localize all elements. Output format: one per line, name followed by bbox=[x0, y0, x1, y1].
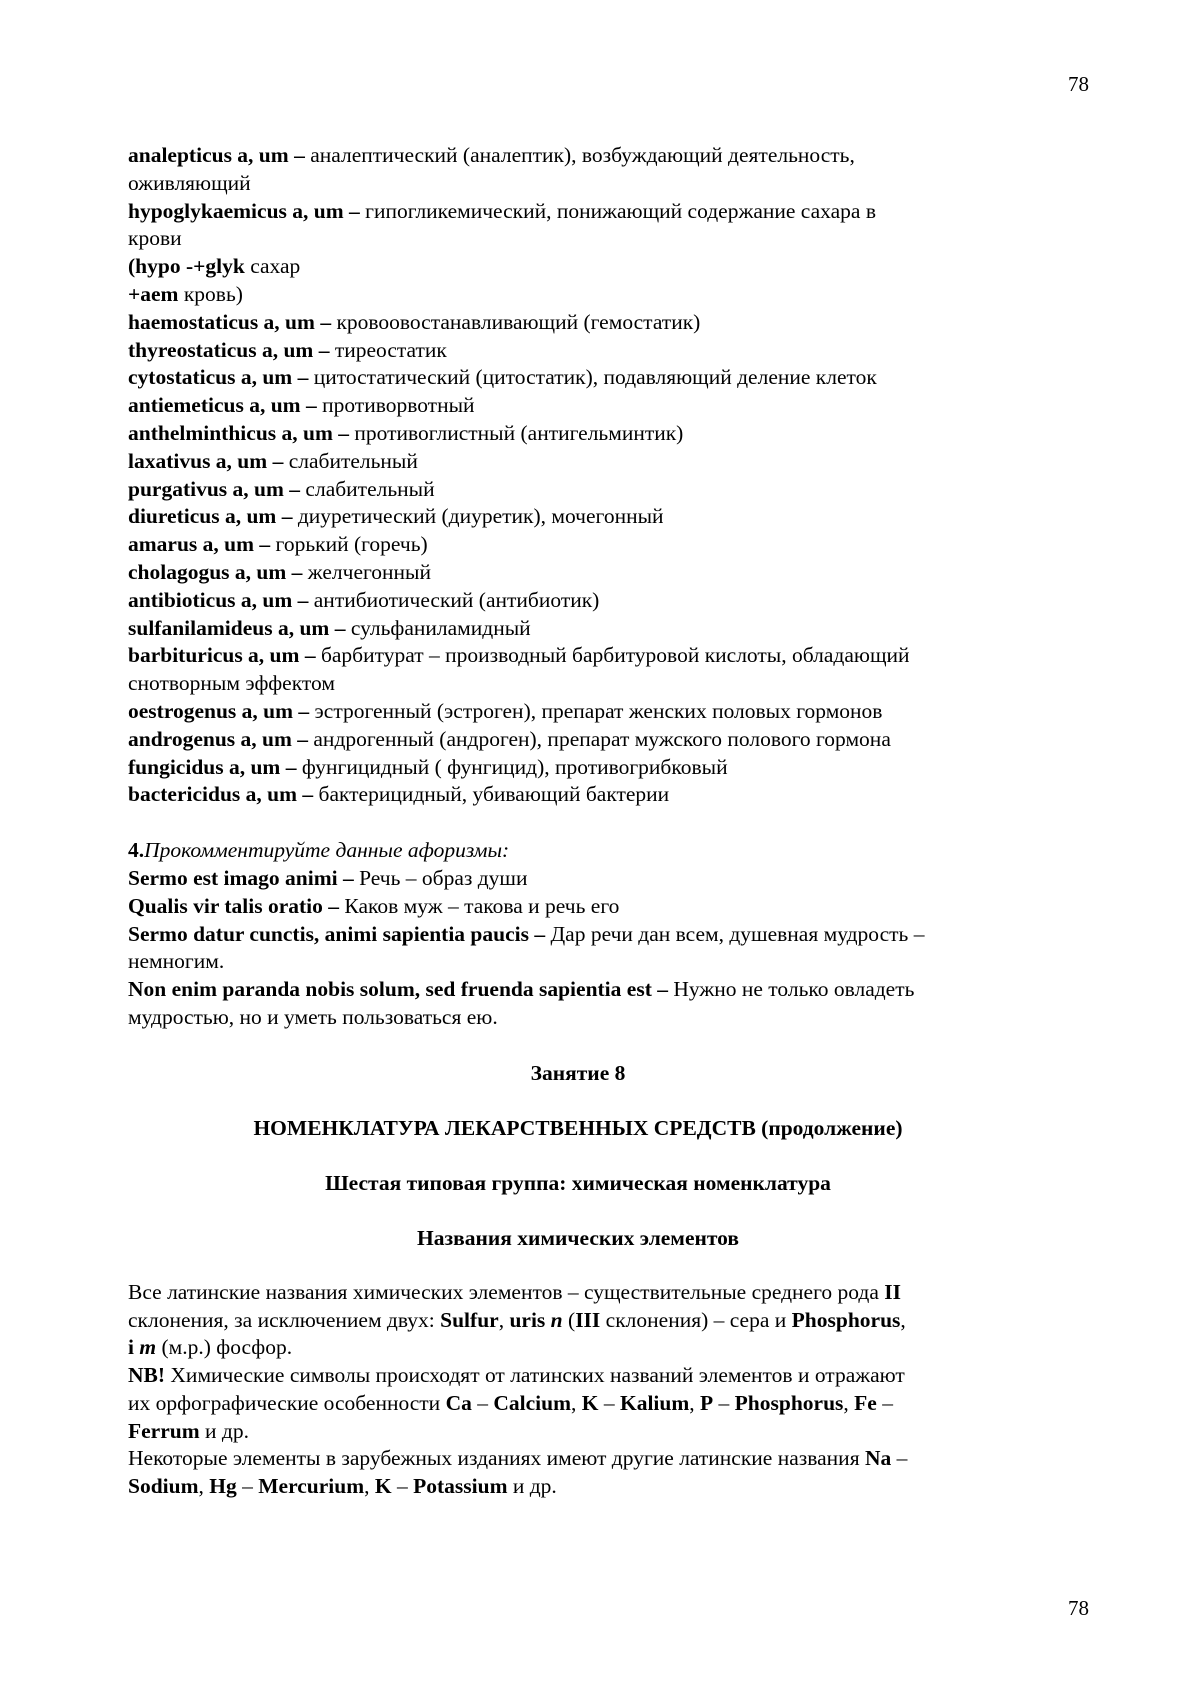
entry-line bbox=[128, 559, 1028, 587]
definition: сульфаниламидный bbox=[350, 615, 531, 640]
latin-term: fungicidus a, um bbox=[128, 754, 281, 779]
latin-term: sulfanilamideus a, um bbox=[128, 615, 330, 640]
definition: гипогликемический, понижающий содержание сахара в bbox=[365, 198, 876, 223]
prefix: + bbox=[128, 281, 141, 306]
separator: – bbox=[292, 365, 314, 390]
entry-line bbox=[128, 392, 1028, 420]
definition-continuation: крови bbox=[128, 226, 182, 251]
latin-term: haemostaticus a, um bbox=[128, 309, 315, 334]
latin-term: glyk bbox=[205, 254, 245, 279]
definition: желчегонный bbox=[307, 559, 431, 584]
page-number-top: 78 bbox=[1068, 72, 1089, 96]
entry-line bbox=[128, 476, 1028, 504]
para1-line1: Все латинские названия химических элементов – существительные среднего рода II bbox=[128, 1279, 901, 1304]
definition-continuation: оживляющий bbox=[128, 170, 251, 195]
definition: барбитурат – производный барбитуровой кислоты, обладающий bbox=[320, 643, 910, 668]
definition: кровь) bbox=[178, 281, 243, 306]
latin-term: hypoglykaemicus a, um bbox=[128, 198, 344, 223]
separator: – bbox=[254, 532, 276, 557]
latin-term: cholagogus a, um bbox=[128, 559, 287, 584]
paragraph-latin-names bbox=[128, 1279, 1028, 1362]
definition: Каков муж – такова и речь его bbox=[344, 893, 620, 918]
definition: Речь – образ души bbox=[359, 865, 528, 890]
latin-term: amarus a, um bbox=[128, 532, 255, 557]
definition: тиреостатик bbox=[334, 337, 447, 362]
separator: – bbox=[288, 143, 311, 167]
para3-line2: Sodium, Hg – Mercurium, K – Potassium и др. bbox=[128, 1474, 557, 1499]
definition: диуретический (диуретик), мочегонный bbox=[297, 504, 664, 529]
definition: противоглистный (антигельминтик) bbox=[354, 420, 684, 445]
entry-line bbox=[128, 337, 1028, 365]
page-number-bottom: 78 bbox=[1068, 1596, 1089, 1620]
continuation-line bbox=[128, 948, 1028, 976]
group-heading: Шестая типовая группа: химическая номенклатура bbox=[325, 1170, 831, 1195]
entry-line bbox=[128, 531, 1028, 559]
separator: – bbox=[297, 782, 319, 807]
latin-term: Sermo datur cunctis, animi sapientia paucis bbox=[128, 921, 529, 946]
separator: – bbox=[299, 643, 321, 668]
definition-continuation: немногим. bbox=[128, 949, 225, 974]
definition: Дар речи дан всем, душевная мудрость – bbox=[550, 921, 925, 946]
aphorisms-heading bbox=[128, 837, 1028, 865]
para1-line3: i m (м.р.) фосфор. bbox=[128, 1335, 293, 1360]
elements-heading: Названия химических элементов bbox=[417, 1225, 739, 1250]
entry-line bbox=[128, 420, 1028, 448]
exercise-instruction: Прокомментируйте данные афоризмы: bbox=[144, 838, 510, 863]
separator: – bbox=[332, 420, 355, 445]
separator: – bbox=[276, 504, 298, 529]
para2-line1: NB! Химические символы происходят от латинских названий элементов и отражают bbox=[128, 1363, 905, 1388]
latin-term: laxativus a, um bbox=[128, 448, 268, 473]
entry-line bbox=[128, 698, 1028, 726]
latin-term: barbituricus a, um bbox=[128, 643, 300, 668]
entry-line bbox=[128, 309, 1028, 337]
entry-line bbox=[128, 921, 1028, 949]
exercise-number: 4. bbox=[128, 838, 145, 863]
definition: аналептический (аналептик), возбуждающий деятельность, bbox=[310, 143, 855, 167]
latin-term: Sermo est imago animi bbox=[128, 865, 338, 890]
entry-line bbox=[128, 754, 1028, 782]
separator: – bbox=[300, 393, 323, 418]
separator: – bbox=[286, 559, 308, 584]
entry-line bbox=[128, 976, 1028, 1004]
latin-term: purgativus a, um bbox=[128, 476, 284, 501]
separator: – bbox=[280, 754, 302, 779]
latin-term: aem bbox=[140, 281, 179, 306]
latin-term: thyreostaticus a, um bbox=[128, 337, 314, 362]
definition-continuation: снотворным эффектом bbox=[128, 671, 335, 696]
nomenclature-heading: НОМЕНКЛАТУРА ЛЕКАРСТВЕННЫХ СРЕДСТВ (продолжение) bbox=[253, 1115, 903, 1140]
separator: – bbox=[293, 698, 315, 723]
entry-line bbox=[128, 781, 1028, 809]
latin-term: androgenus a, um bbox=[128, 726, 292, 751]
separator: – bbox=[528, 921, 551, 946]
definition-continuation: мудростью, но и уметь пользоваться ею. bbox=[128, 1004, 498, 1029]
separator: – bbox=[329, 615, 351, 640]
latin-term: Non enim paranda nobis solum, sed fruenda sapientia est bbox=[128, 977, 652, 1002]
latin-term: hypo bbox=[135, 254, 181, 279]
latin-term: bactericidus a, um bbox=[128, 782, 298, 807]
definition: кровоовостанавливающий (гемостатик) bbox=[336, 309, 701, 334]
para1-line2: склонения, за исключением двух: Sulfur, uris n (III склонения) – сера и Phosphorus, bbox=[128, 1307, 906, 1332]
definition: Нужно не только овладеть bbox=[673, 977, 915, 1002]
definition: эстрогенный (эстроген), препарат женских половых гормонов bbox=[314, 698, 883, 723]
entry-line bbox=[128, 893, 1028, 921]
para2-line2: их орфографические особенности Ca – Calcium, K – Kalium, P – Phosphorus, Fe – bbox=[128, 1390, 893, 1415]
latin-term: anthelminthicus a, um bbox=[128, 420, 333, 445]
entry-line bbox=[128, 253, 1028, 281]
page-content bbox=[128, 142, 1028, 1501]
definition: горький (горечь) bbox=[275, 532, 428, 557]
latin-term: Qualis vir talis oratio bbox=[128, 893, 323, 918]
separator: – bbox=[322, 893, 345, 918]
definition: бактерицидный, убивающий бактерии bbox=[318, 782, 670, 807]
entry-line bbox=[128, 448, 1028, 476]
continuation-line bbox=[128, 670, 1028, 698]
paragraph-foreign-names bbox=[128, 1445, 1028, 1501]
separator: – bbox=[292, 587, 314, 612]
entry-line bbox=[128, 281, 1028, 309]
separator: – bbox=[283, 476, 306, 501]
latin-term: cytostaticus a, um bbox=[128, 365, 293, 390]
definition: сахар bbox=[244, 254, 301, 279]
continuation-line bbox=[128, 170, 1028, 198]
prefix: ( bbox=[128, 254, 136, 279]
entry-line bbox=[128, 364, 1028, 392]
definition: антибиотический (антибиотик) bbox=[313, 587, 600, 612]
entry-line bbox=[128, 503, 1028, 531]
latin-term: antiemeticus a, um bbox=[128, 393, 301, 418]
separator: – bbox=[313, 337, 335, 362]
continuation-line bbox=[128, 225, 1028, 253]
definition: фунгицидный ( фунгицид), противогрибковый bbox=[301, 754, 728, 779]
para3-line1: Некоторые элементы в зарубежных изданиях имеют другие латинские названия Na – bbox=[128, 1446, 908, 1471]
para2-line3: Ferrum и др. bbox=[128, 1418, 249, 1443]
latin-term: analepticus a, um bbox=[128, 143, 289, 167]
paragraph-nb bbox=[128, 1362, 1028, 1445]
separator: – bbox=[343, 198, 366, 223]
definition: андрогенный (андроген), препарат мужского полового гормона bbox=[313, 726, 891, 751]
entry-line bbox=[128, 865, 1028, 893]
separator: – bbox=[267, 448, 289, 473]
entry-line bbox=[128, 615, 1028, 643]
entry-line bbox=[128, 198, 1028, 226]
continuation-line bbox=[128, 1004, 1028, 1032]
separator: -+ bbox=[180, 254, 206, 279]
separator: – bbox=[314, 309, 337, 334]
latin-term: antibioticus a, um bbox=[128, 587, 293, 612]
latin-term: oestrogenus a, um bbox=[128, 698, 294, 723]
definition: слабительный bbox=[288, 448, 418, 473]
definition: слабительный bbox=[305, 476, 435, 501]
definition: цитостатический (цитостатик), подавляющий деление клеток bbox=[313, 365, 877, 390]
separator: – bbox=[651, 977, 674, 1002]
vocab-list bbox=[128, 142, 1028, 809]
definition: противорвотный bbox=[322, 393, 475, 418]
aphorism-list bbox=[128, 865, 1028, 1032]
entry-line bbox=[128, 726, 1028, 754]
separator: – bbox=[291, 726, 314, 751]
latin-term: diureticus a, um bbox=[128, 504, 277, 529]
separator: – bbox=[337, 865, 360, 890]
entry-line bbox=[128, 642, 1028, 670]
entry-line bbox=[128, 142, 1028, 170]
entry-line bbox=[128, 587, 1028, 615]
lesson-heading: Занятие 8 bbox=[530, 1060, 626, 1085]
